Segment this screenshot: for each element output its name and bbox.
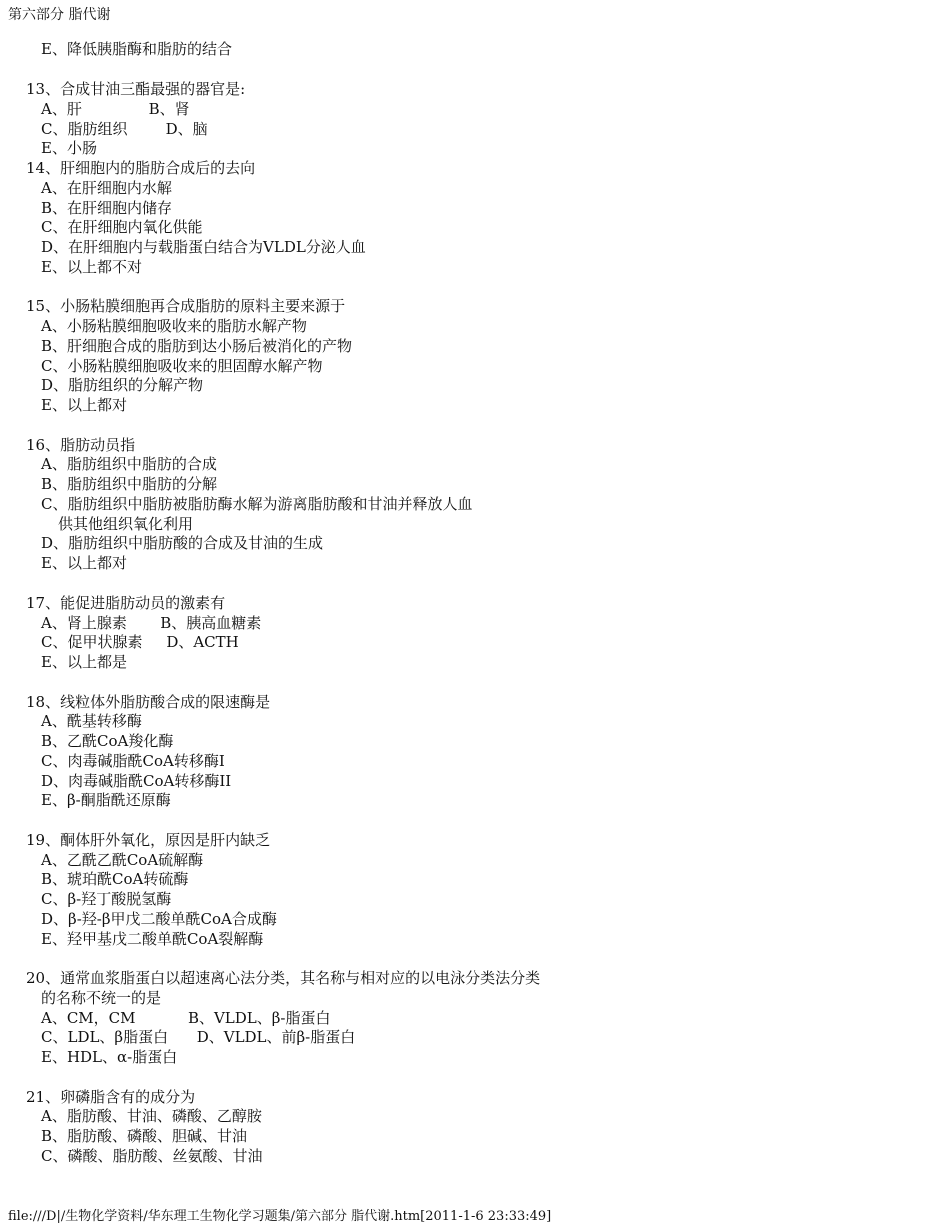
question-text: 21、卵磷脂含有的成分为 bbox=[26, 1088, 196, 1106]
answer-option: A、肾上腺素 B、胰高血糖素 bbox=[41, 614, 262, 632]
question-text: 20、通常血浆脂蛋白以超速离心法分类，其名称与相对应的以电泳分类法分类 bbox=[26, 969, 541, 987]
answer-option: E、羟甲基戊二酸单酰CoA裂解酶 bbox=[41, 930, 264, 948]
answer-option: A、脂肪酸、甘油、磷酸、乙醇胺 bbox=[41, 1107, 262, 1125]
question-text: 19、酮体肝外氧化，原因是肝内缺乏 bbox=[26, 831, 271, 849]
answer-option: B、脂肪组织中脂肪的分解 bbox=[41, 475, 218, 493]
answer-option: E、以上都对 bbox=[41, 396, 127, 414]
question-text: 13、合成甘油三酯最强的器官是: bbox=[26, 80, 246, 98]
answer-option: B、肝细胞合成的脂肪到达小肠后被消化的产物 bbox=[41, 337, 353, 355]
answer-option: A、脂肪组织中脂肪的合成 bbox=[41, 455, 217, 473]
answer-option: E、降低胰脂酶和脂肪的结合 bbox=[41, 40, 232, 58]
answer-option: C、脂肪组织 D、脑 bbox=[41, 120, 208, 138]
page-footer-file-path: file:///D|/生物化学资料/华东理工生物化学习题集/第六部分 脂代谢.htm[2011-1-6 23:33:49] bbox=[8, 1209, 552, 1224]
question-text: 15、小肠粘膜细胞再合成脂肪的原料主要来源于 bbox=[26, 297, 346, 315]
question-text: 14、肝细胞内的脂肪合成后的去向 bbox=[26, 159, 256, 177]
answer-option: E、以上都对 bbox=[41, 554, 127, 572]
answer-option: C、肉毒碱脂酰CoA转移酶I bbox=[41, 752, 225, 770]
answer-option: D、β-羟-β甲戊二酸单酰CoA合成酶 bbox=[41, 910, 277, 928]
answer-option: C、促甲状腺素 D、ACTH bbox=[41, 633, 239, 651]
answer-option: C、LDL、β脂蛋白 D、VLDL、前β-脂蛋白 bbox=[41, 1028, 356, 1046]
answer-option-continuation: 供其他组织氧化利用 bbox=[58, 515, 194, 533]
answer-option: B、琥珀酰CoA转硫酶 bbox=[41, 870, 189, 888]
answer-option: C、脂肪组织中脂肪被脂肪酶水解为游离脂肪酸和甘油并释放人血 bbox=[41, 495, 473, 513]
answer-option: E、小肠 bbox=[41, 139, 97, 157]
answer-option: E、β-酮脂酰还原酶 bbox=[41, 791, 171, 809]
answer-option: D、在肝细胞内与载脂蛋白结合为VLDL分泌人血 bbox=[41, 238, 366, 256]
page-header: 第六部分 脂代谢 bbox=[8, 7, 111, 23]
answer-option: B、在肝细胞内储存 bbox=[41, 199, 173, 217]
answer-option: A、肝 B、肾 bbox=[41, 100, 190, 118]
answer-option: C、小肠粘膜细胞吸收来的胆固醇水解产物 bbox=[41, 357, 323, 375]
answer-option: A、乙酰乙酰CoA硫解酶 bbox=[41, 851, 204, 869]
answer-option: E、以上都不对 bbox=[41, 258, 142, 276]
answer-option: B、脂肪酸、磷酸、胆碱、甘油 bbox=[41, 1127, 248, 1145]
answer-option: A、CM，CM B、VLDL、β-脂蛋白 bbox=[41, 1009, 331, 1027]
answer-option: B、乙酰CoA羧化酶 bbox=[41, 732, 174, 750]
answer-option: A、在肝细胞内水解 bbox=[41, 179, 172, 197]
answer-option: D、脂肪组织中脂肪酸的合成及甘油的生成 bbox=[41, 534, 324, 552]
answer-option: C、β-羟丁酸脱氢酶 bbox=[41, 890, 172, 908]
question-text: 17、能促进脂肪动员的激素有 bbox=[26, 594, 226, 612]
answer-option: C、在肝细胞内氧化供能 bbox=[41, 218, 203, 236]
answer-option: E、以上都是 bbox=[41, 653, 127, 671]
answer-option: A、酰基转移酶 bbox=[41, 712, 142, 730]
answer-option: E、HDL、α-脂蛋白 bbox=[41, 1048, 178, 1066]
question-text: 18、线粒体外脂肪酸合成的限速酶是 bbox=[26, 693, 271, 711]
answer-option: A、小肠粘膜细胞吸收来的脂肪水解产物 bbox=[41, 317, 307, 335]
answer-option: C、磷酸、脂肪酸、丝氨酸、甘油 bbox=[41, 1147, 263, 1165]
question-text-continuation: 的名称不统一的是 bbox=[41, 989, 162, 1007]
answer-option: D、肉毒碱脂酰CoA转移酶II bbox=[41, 772, 232, 790]
answer-option: D、脂肪组织的分解产物 bbox=[41, 376, 204, 394]
question-text: 16、脂肪动员指 bbox=[26, 436, 136, 454]
